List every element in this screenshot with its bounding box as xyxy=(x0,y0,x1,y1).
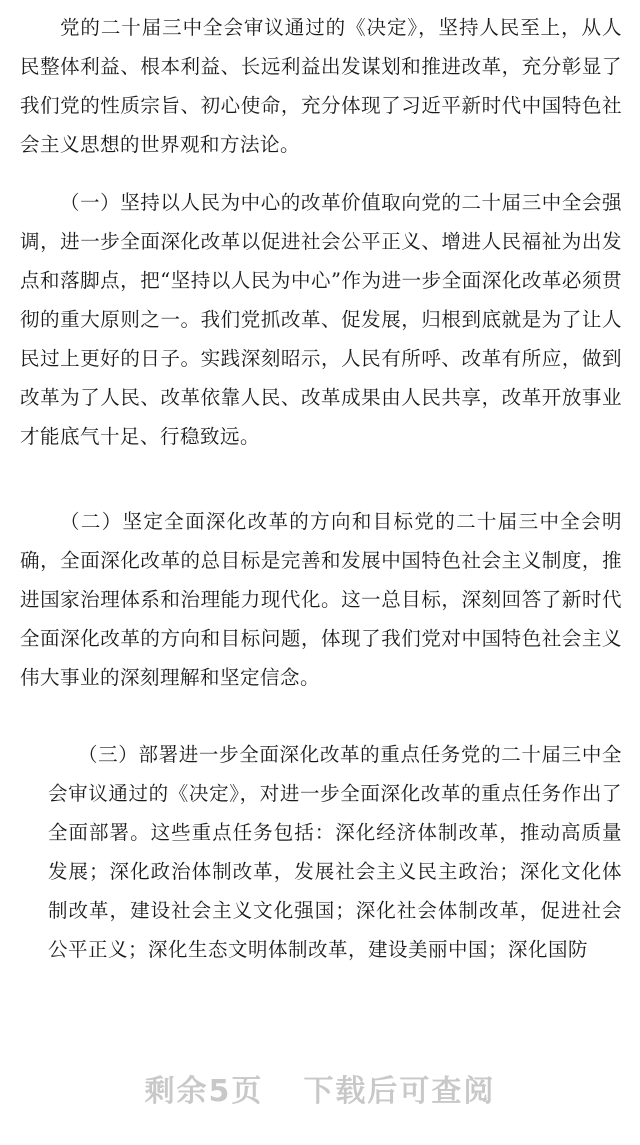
download-to-view-label[interactable]: 下载后可查阅 xyxy=(303,1074,496,1109)
paragraph-section-1: （一）坚持以人民为中心的改革价值取向党的二十届三中全会强调，进一步全面深化改革以促进社会公平正义、增进人民福祉为出发点和落脚点，把“坚持以人民为中心”作为进一步全面深化改革必须贯彻的重大原则之一。我们党抓改革、促发展，归根到底就是为了让人民过上更好的日子。实践深刻昭示，人民有所呼、改革有所应，做到改革为了人民、改革依靠人民、改革成果由人民共享，改革开放事业才能底气十足、行稳致远。 xyxy=(20,191,622,448)
paragraph-intro: 党的二十届三中全会审议通过的《决定》，坚持人民至上，从人民整体利益、根本利益、长远利益出发谋划和推进改革，充分彰显了我们党的性质宗旨、初心使命，充分体现了习近平新时代中国特色社会主义思想的世界观和方法论。 xyxy=(20,16,622,156)
paragraph-section-3: （三）部署进一步全面深化改革的重点任务党的二十届三中全会审议通过的《决定》，对进一步全面深化改革的重点任务作出了全面部署。这些重点任务包括：深化经济体制改革，推动高质量发展；深化政治体制改革，发展社会主义民主政治；深化文化体制改革，建设社会主义文化强国；深化社会体制改革，促进社会公平正义；深化生态文明体制改革，建设美丽中国；深化国防 xyxy=(48,743,622,961)
download-banner[interactable] xyxy=(0,1058,640,1118)
paragraph-section-2: （二）坚定全面深化改革的方向和目标党的二十届三中全会明确，全面深化改革的总目标是完善和发展中国特色社会主义制度，推进国家治理体系和治理能力现代化。这一总目标，深刻回答了新时代全面深化改革的方向和目标问题，体现了我们党对中国特色社会主义伟大事业的深刻理解和坚定信念。 xyxy=(20,510,622,689)
remaining-pages-label: 剩余5页 xyxy=(144,1074,264,1109)
